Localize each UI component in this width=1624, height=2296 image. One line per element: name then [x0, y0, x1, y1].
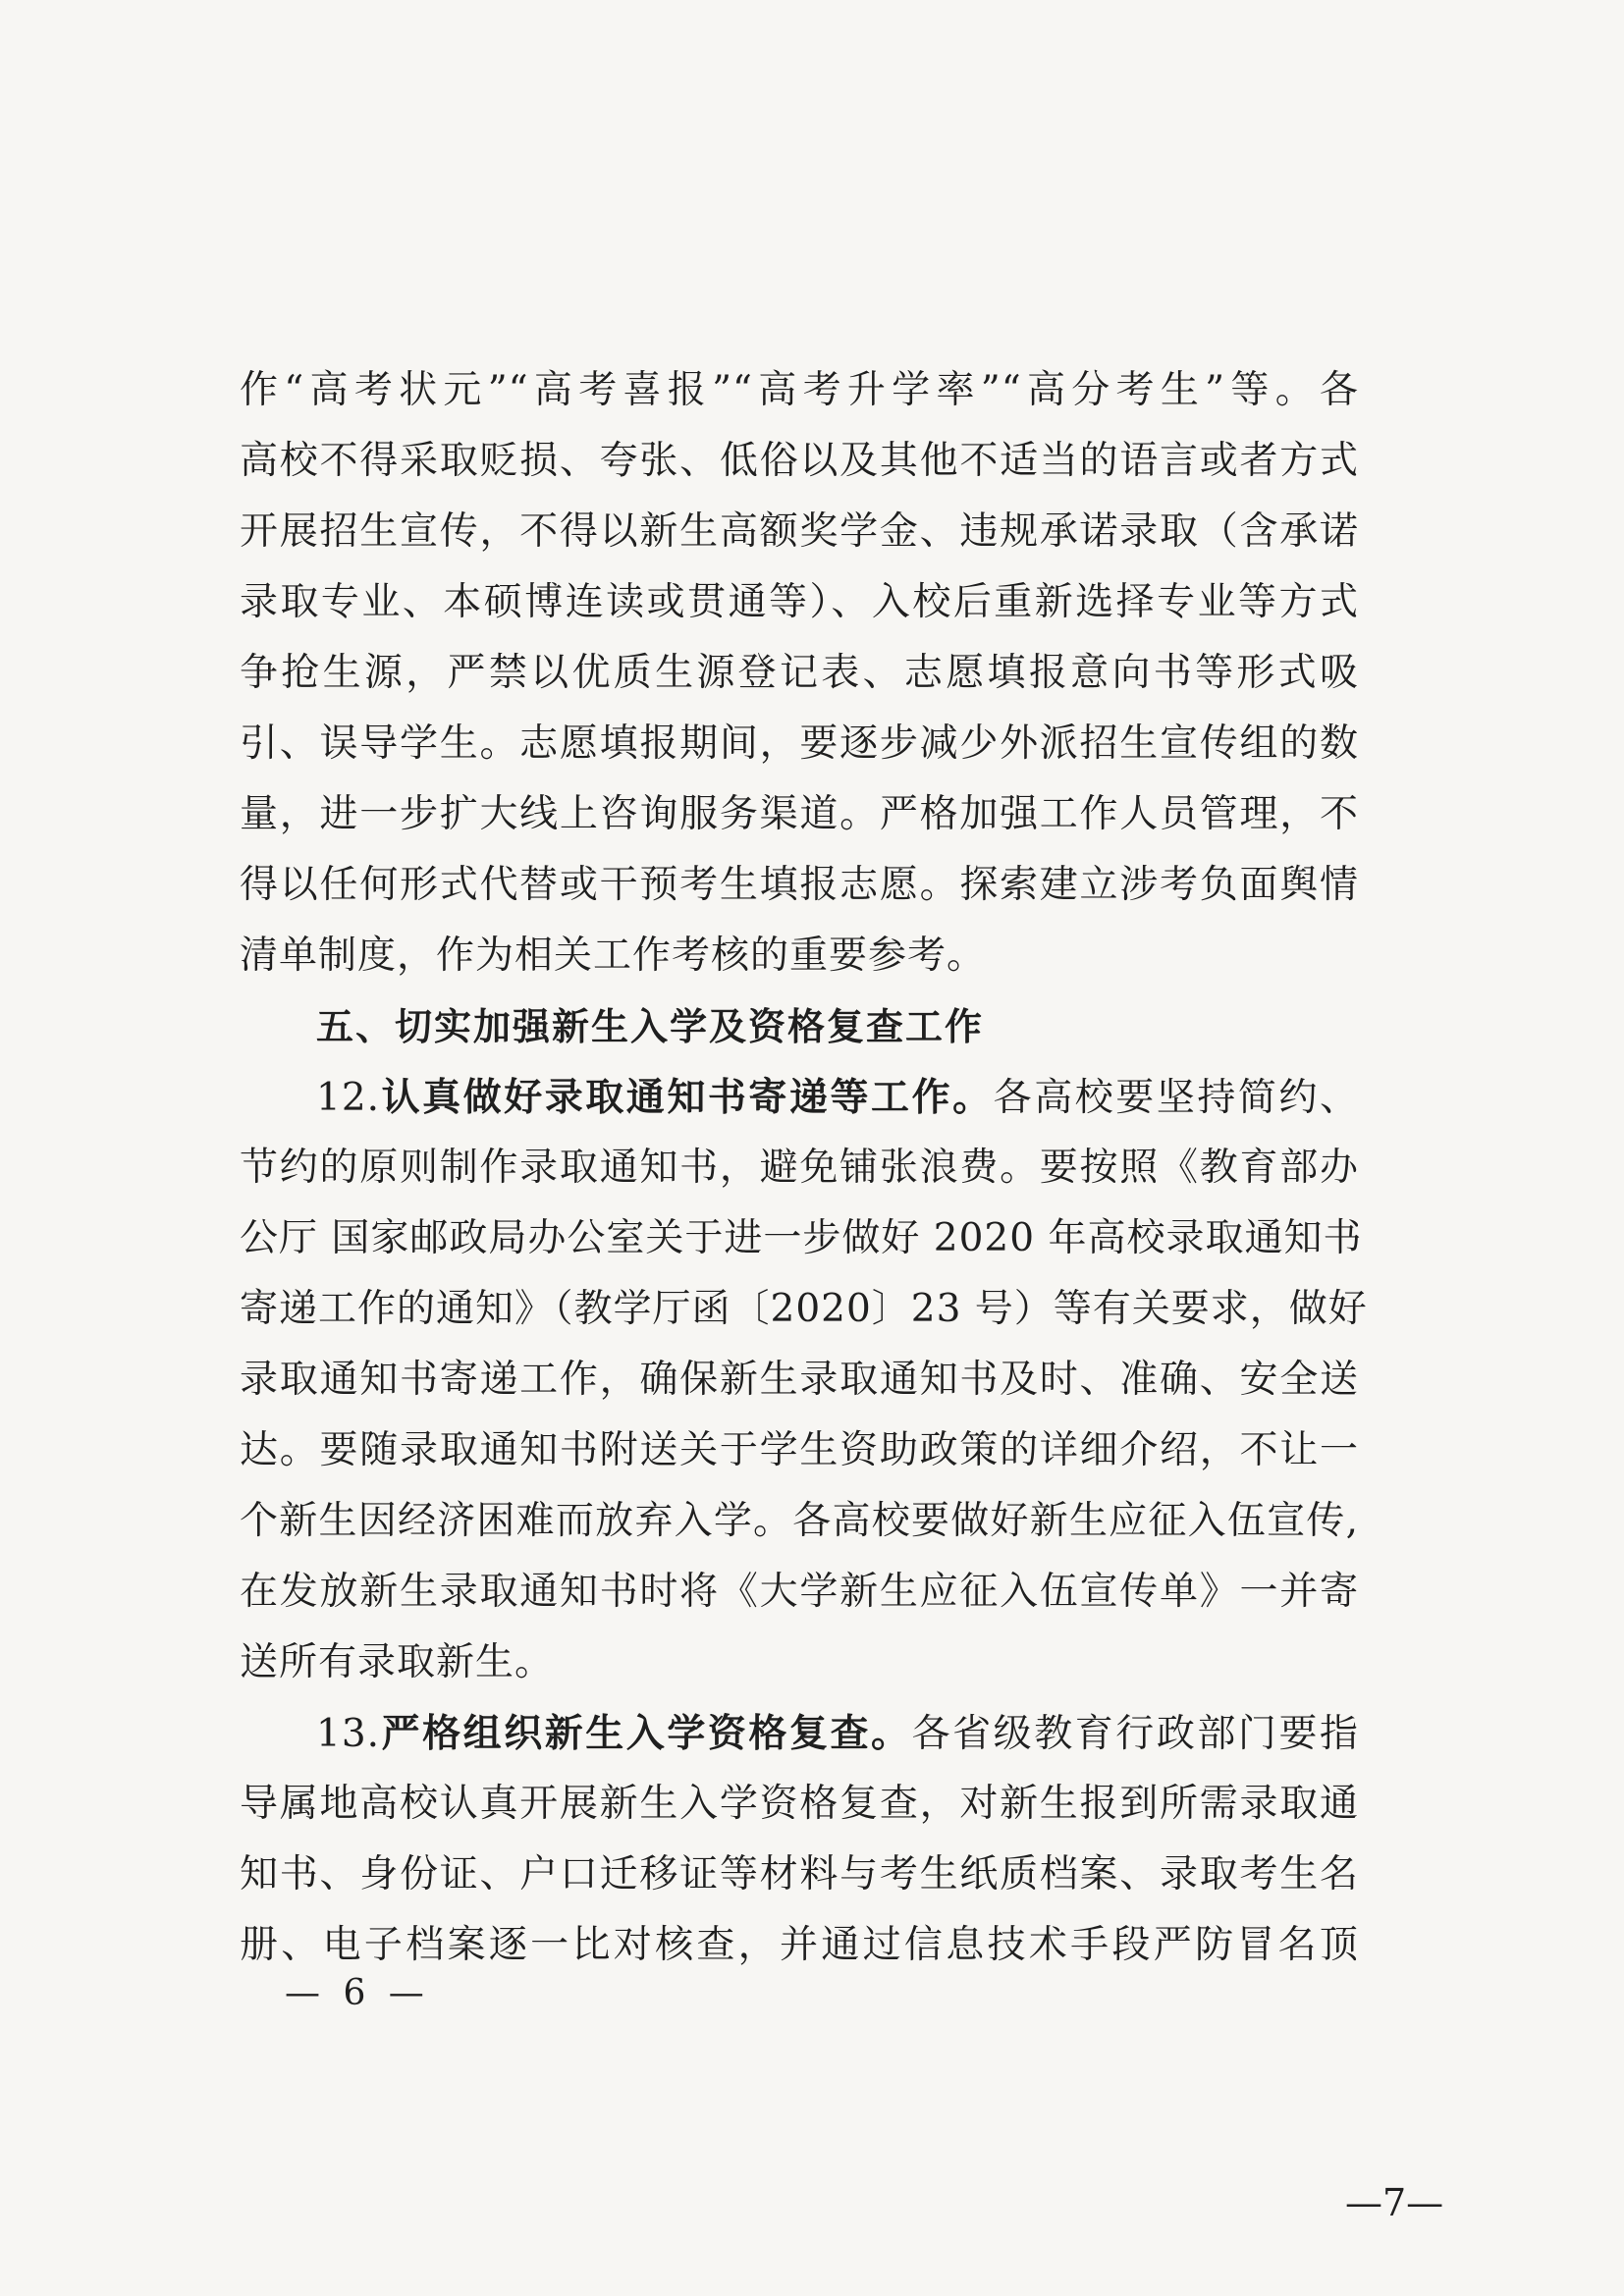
text-line: 达。要随录取通知书附送关于学生资助政策的详细介绍，不让一	[240, 1428, 1359, 1472]
item-title: 认真做好录取通知书寄递等工作。	[380, 1075, 994, 1120]
item-text: 各省级教育行政部门要指	[911, 1712, 1359, 1756]
text-line: 个新生因经济困难而放弃入学。各高校要做好新生应征入伍宣传,	[240, 1499, 1359, 1543]
section-heading: 五、切实加强新生入学及资格复查工作	[316, 1005, 985, 1048]
text-line: 知书、身份证、户口迁移证等材料与考生纸质档案、录取考生名	[240, 1852, 1359, 1896]
outer-page-number: —7—	[1345, 2181, 1444, 2224]
text-line: 册、电子档案逐一比对核查，并通过信息技术手段严防冒名顶	[240, 1923, 1359, 1967]
item-number: 12.	[316, 1076, 381, 1120]
text-line: 公厅 国家邮政局办公室关于进一步做好 2020 年高校录取通知书	[240, 1216, 1363, 1260]
text-line: 开展招生宣传，不得以新生高额奖学金、违规承诺录取（含承诺	[240, 509, 1359, 554]
text-line: 量，进一步扩大线上咨询服务渠道。严格加强工作人员管理，不	[240, 792, 1359, 836]
inner-page-number: — 6 —	[285, 1973, 430, 2013]
text-line: 导属地高校认真开展新生入学资格复查，对新生报到所需录取通	[240, 1782, 1359, 1826]
item-number: 13.	[316, 1712, 381, 1756]
text-line: 争抢生源，严禁以优质生源登记表、志愿填报意向书等形式吸	[240, 651, 1359, 695]
text-line: 录取专业、本硕博连读或贯通等）、入校后重新选择专业等方式	[240, 580, 1359, 624]
text-line: 高校不得采取贬损、夸张、低俗以及其他不适当的语言或者方式	[240, 439, 1359, 483]
text-line: 寄递工作的通知》（教学厅函〔2020〕23 号）等有关要求，做好	[240, 1287, 1368, 1331]
text-line: 引、误导学生。志愿填报期间，要逐步减少外派招生宣传组的数	[240, 721, 1359, 766]
item-text: 各高校要坚持简约、	[993, 1076, 1359, 1120]
item-13-first-line	[240, 1698, 1359, 1769]
body-text	[240, 355, 1368, 1981]
item-title: 严格组织新生入学资格复查。	[380, 1711, 912, 1756]
text-line: 作“高考状元”“高考喜报”“高考升学率”“高分考生”等。各	[240, 368, 1359, 412]
text-line: 送所有录取新生。	[240, 1640, 555, 1684]
text-line: 得以任何形式代替或干预考生填报志愿。探索建立涉考负面舆情	[240, 863, 1359, 907]
text-line: 节约的原则制作录取通知书，避免铺张浪费。要按照《教育部办	[240, 1146, 1359, 1190]
text-line: 录取通知书寄递工作，确保新生录取通知书及时、准确、安全送	[240, 1358, 1359, 1402]
text-line: 清单制度，作为相关工作考核的重要参考。	[240, 934, 987, 978]
text-line: 在发放新生录取通知书时将《大学新生应征入伍宣传单》一并寄	[240, 1570, 1359, 1614]
item-12-first-line	[240, 1062, 1359, 1133]
